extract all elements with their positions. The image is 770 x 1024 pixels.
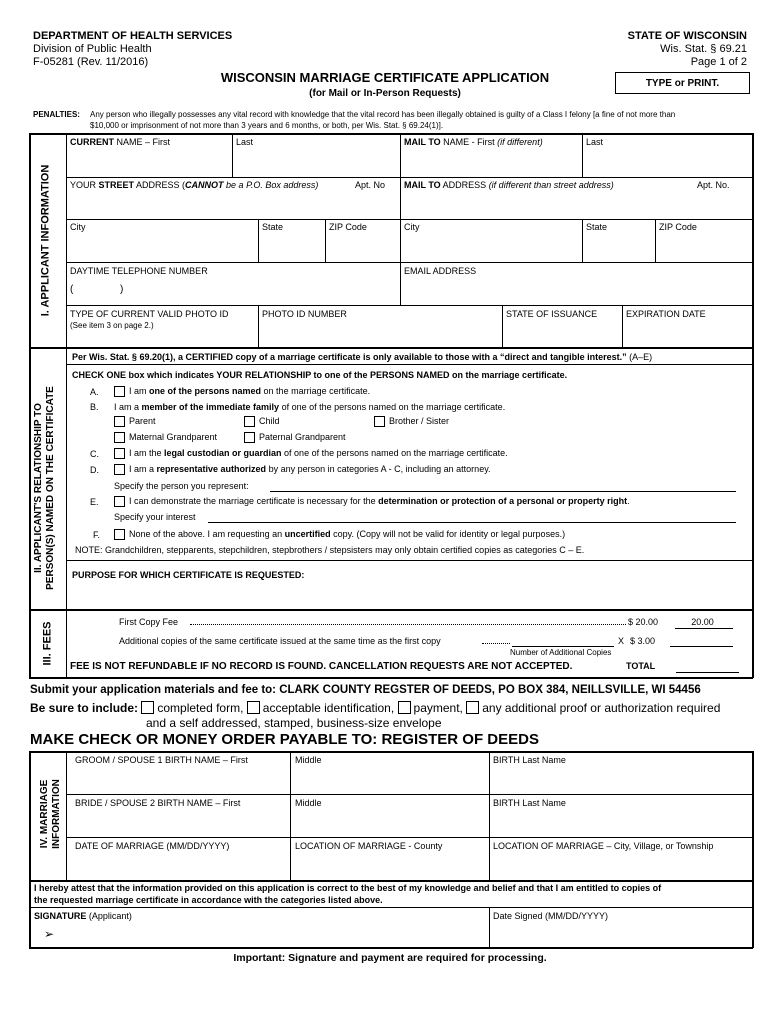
phone-field[interactable] (67, 278, 399, 304)
additional-leader (482, 643, 510, 644)
photo-id-type-note: (See item 3 on page 2.) (70, 321, 154, 330)
date-of-marriage-field[interactable] (67, 853, 289, 879)
option-maternal-grandparent: Maternal Grandparent (114, 432, 217, 443)
mail-state-label: State (586, 222, 608, 232)
bride-last-label: BIRTH Last Name (493, 798, 566, 808)
zip-label: ZIP Code (329, 222, 367, 232)
option-paternal-grandparent: Paternal Grandparent (244, 432, 346, 443)
signature-arrow-icon: ➢ (44, 927, 55, 941)
mail-city-field[interactable] (401, 234, 581, 261)
email-label: EMAIL ADDRESS (404, 266, 477, 276)
state-label: State (262, 222, 284, 232)
number-of-copies-caption: Number of Additional Copies (510, 648, 612, 657)
include-line: Be sure to include: completed form, acceptable identification, payment, any additional proof or authorization required (30, 701, 721, 715)
additional-copies-count-field[interactable] (512, 646, 614, 647)
option-f-letter: F. (93, 530, 101, 540)
date-of-marriage-label: DATE OF MARRIAGE (MM/DD/YYYY) (75, 841, 230, 851)
date-signed-label: Date Signed (MM/DD/YYYY) (493, 911, 609, 921)
mail-apt-label: Apt. No. (697, 180, 730, 190)
type-print-box (615, 72, 750, 94)
option-f-checkbox[interactable] (114, 529, 125, 540)
email-field[interactable] (401, 278, 751, 304)
form-subtitle: (for Mail or In-Person Requests) (309, 88, 461, 99)
current-name-first-label: CURRENT NAME – First (70, 137, 171, 147)
purpose-field[interactable] (67, 583, 751, 608)
penalties-line1: Any person who illegally possesses any vital record with knowledge that the vital record has been illegally obtained is guilty of a Class I felony [a fine of not more than (90, 110, 676, 119)
specify-person-label: Specify the person you represent: (114, 481, 249, 491)
photo-id-number-field[interactable] (259, 321, 501, 346)
dept-name: DEPARTMENT OF HEALTH SERVICES (33, 30, 233, 42)
zip-field[interactable] (326, 234, 399, 261)
specify-interest-label: Specify your interest (114, 512, 196, 522)
option-d: I am a representative authorized by any person in categories A - C, including an attorney. (114, 464, 491, 475)
total-label: TOTAL (626, 661, 656, 671)
attest-line1: I hereby attest that the information provided on this application is correct to the best of my knowledge and belief and that I am entitled to copies of (34, 883, 662, 893)
option-child: Child (244, 416, 280, 427)
groom-last-field[interactable] (490, 767, 751, 793)
bride-middle-field[interactable] (291, 810, 488, 836)
option-a: I am one of the persons named on the marriage certificate. (114, 386, 370, 397)
groom-middle-field[interactable] (291, 767, 488, 793)
form-number: F-05281 (Rev. 11/2016) (33, 56, 149, 68)
location-city-field[interactable] (490, 853, 751, 879)
completed-form-checkbox[interactable] (141, 701, 154, 714)
specify-person-field[interactable] (270, 491, 736, 492)
option-c-checkbox[interactable] (114, 448, 125, 459)
bride-first-field[interactable] (67, 810, 289, 836)
division-name: Division of Public Health (33, 43, 152, 55)
first-copy-fee-value: 20.00 (691, 617, 714, 627)
city-label: City (70, 222, 86, 232)
additional-fee-field[interactable] (670, 646, 733, 647)
additional-proof-checkbox[interactable] (466, 701, 479, 714)
option-c-letter: C. (90, 449, 99, 459)
multiply-sign: X (618, 636, 625, 646)
signature-field[interactable] (60, 922, 488, 947)
first-copy-fee-field[interactable] (675, 628, 733, 629)
location-county-field[interactable] (291, 853, 488, 879)
submit-instructions: Submit your application materials and fee to: CLARK COUNTY REGSTER OF DEEDS, PO BOX 384, NEILLSVILLE, WI 54456 (30, 684, 701, 696)
mail-zip-field[interactable] (656, 234, 751, 261)
mail-city-label: City (404, 222, 420, 232)
phone-paren-open: ( (70, 284, 74, 295)
note-text: NOTE: Grandchildren, stepparents, stepchildren, stepbrothers / stepsisters may only obtain certified copies as categories C – E. (75, 545, 585, 555)
specify-interest-field[interactable] (208, 522, 736, 523)
include-line-2: and a self addressed, stamped, business-size envelope (146, 716, 442, 730)
option-f: None of the above. I am requesting an uncertified copy. (Copy will not be valid for identity or legal purposes.) (114, 529, 565, 540)
option-brother-sister: Brother / Sister (374, 416, 449, 427)
statute-ref: Wis. Stat. § 69.21 (660, 43, 747, 55)
option-parent: Parent (114, 416, 156, 427)
section4-label: IV. MARRIAGE INFORMATION (39, 779, 62, 849)
option-a-letter: A. (90, 387, 99, 397)
option-b: I am a member of the immediate family of one of the persons named on the marriage certificate. (114, 402, 506, 412)
section2-intro: Per Wis. Stat. § 69.20(1), a CERTIFIED copy of a marriage certificate is only available to those with a “direct and tangible interest.” (A–E) (72, 352, 653, 362)
payable-to: MAKE CHECK OR MONEY ORDER PAYABLE TO: REGISTER OF DEEDS (30, 731, 539, 748)
option-e-letter: E. (90, 497, 99, 507)
city-field[interactable] (67, 234, 257, 261)
additional-copies-label: Additional copies of the same certificate issued at the same time as the first copy (119, 636, 441, 646)
penalties-label: PENALTIES: (33, 110, 80, 119)
mail-zip-label: ZIP Code (659, 222, 697, 232)
state-field[interactable] (259, 234, 324, 261)
groom-first-label: GROOM / SPOUSE 1 BIRTH NAME – First (75, 755, 248, 765)
current-last-name-field[interactable] (233, 149, 399, 176)
signature-label: SIGNATURE (Applicant) (34, 911, 132, 921)
mail-address-field[interactable] (401, 192, 751, 218)
section2-label: II. APPLICANT'S RELATIONSHIP TO PERSON(S) NAMED ON THE CERTIFICATE (33, 386, 56, 590)
mail-address-label: MAIL TO ADDRESS (if different than street address) (404, 180, 614, 190)
groom-middle-label: Middle (295, 755, 322, 765)
apt-no-label: Apt. No (355, 180, 386, 190)
additional-copy-price: $ 3.00 (630, 636, 656, 646)
first-copy-fee-label: First Copy Fee (119, 617, 179, 627)
state-of-issuance-field[interactable] (503, 321, 621, 346)
maternal-grandparent-checkbox[interactable] (114, 432, 125, 443)
option-e-checkbox[interactable] (114, 496, 125, 507)
purpose-label: PURPOSE FOR WHICH CERTIFICATE IS REQUESTED: (72, 570, 305, 580)
current-first-name-field[interactable] (67, 149, 231, 176)
option-d-checkbox[interactable] (114, 464, 125, 475)
expiration-date-field[interactable] (623, 321, 751, 346)
total-field[interactable] (676, 672, 739, 673)
bride-last-field[interactable] (490, 810, 751, 836)
date-signed-field[interactable] (490, 922, 751, 947)
expiration-date-label: EXPIRATION DATE (626, 309, 706, 319)
state-of-issuance-label: STATE OF ISSUANCE (506, 309, 598, 319)
first-copy-leader (190, 624, 626, 625)
payment-checkbox[interactable] (398, 701, 411, 714)
mail-to-last-label: Last (586, 137, 604, 147)
photo-id-type-label: TYPE OF CURRENT VALID PHOTO ID (70, 309, 229, 319)
phone-label: DAYTIME TELEPHONE NUMBER (70, 266, 208, 276)
section3-label: III. FEES (41, 621, 54, 666)
brother-sister-checkbox[interactable] (374, 416, 385, 427)
option-a-checkbox[interactable] (114, 386, 125, 397)
groom-last-label: BIRTH Last Name (493, 755, 566, 765)
option-b-letter: B. (90, 402, 99, 412)
state-name: STATE OF WISCONSIN (627, 30, 747, 42)
penalties-line2: $10,000 or imprisonment of not more than 3 years and 6 months, or both, per Wis. Stat. § 69.24(1)]. (90, 121, 444, 130)
current-name-last-label: Last (236, 137, 254, 147)
mail-to-name-label: MAIL TO NAME - First (if different) (404, 137, 543, 147)
bride-middle-label: Middle (295, 798, 322, 808)
parent-checkbox[interactable] (114, 416, 125, 427)
option-c: I am the legal custodian or guardian of one of the persons named on the marriage certificate. (114, 448, 508, 459)
bride-first-label: BRIDE / SPOUSE 2 BIRTH NAME – First (75, 798, 241, 808)
photo-id-number-label: PHOTO ID NUMBER (262, 309, 347, 319)
phone-paren-close: ) (120, 284, 124, 295)
page-number: Page 1 of 2 (690, 56, 747, 68)
mail-to-first-name-field[interactable] (401, 149, 581, 176)
option-d-letter: D. (90, 465, 99, 475)
form-title: WISCONSIN MARRIAGE CERTIFICATE APPLICATION (220, 70, 550, 85)
check-one-instruction: CHECK ONE box which indicates YOUR RELATIONSHIP to one of the PERSONS NAMED on the marriage certificate. (72, 370, 568, 380)
location-county-label: LOCATION OF MARRIAGE - County (295, 841, 443, 851)
photo-id-type-field[interactable] (67, 331, 257, 346)
location-city-label: LOCATION OF MARRIAGE – City, Village, or Township (493, 841, 714, 851)
attest-line2: the requested marriage certificate in accordance with the categories listed above. (34, 895, 383, 905)
groom-first-field[interactable] (67, 767, 289, 793)
paternal-grandparent-checkbox[interactable] (244, 432, 255, 443)
mail-to-last-name-field[interactable] (583, 149, 751, 176)
first-copy-fee-amount: $ 20.00 (628, 617, 659, 627)
not-refundable-notice: FEE IS NOT REFUNDABLE IF NO RECORD IS FOUND. CANCELLATION REQUESTS ARE NOT ACCEPTED. (70, 661, 573, 672)
street-address-field[interactable] (67, 192, 399, 218)
street-address-label: YOUR STREET ADDRESS (CANNOT be a P.O. Box address) (70, 180, 319, 190)
identification-checkbox[interactable] (247, 701, 260, 714)
type-print-label: TYPE or PRINT. (645, 78, 720, 89)
option-e: I can demonstrate the marriage certificate is necessary for the determination or protection of a personal or property right. (114, 496, 630, 507)
child-checkbox[interactable] (244, 416, 255, 427)
mail-state-field[interactable] (583, 234, 654, 261)
section1-label: I. APPLICANT INFORMATION (39, 164, 52, 317)
important-footer: Important: Signature and payment are required for processing. (233, 952, 547, 964)
